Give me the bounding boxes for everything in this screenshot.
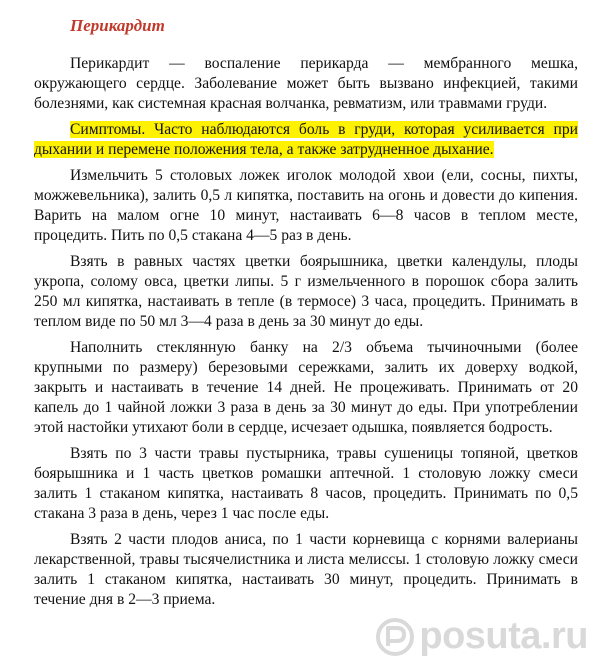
recipe-paragraph-5: Взять 2 части плодов аниса, по 1 части корневища с корнями валерианы лекарственной, травы тысячелистника и листа мелиссы. 1 столовую ложку смеси залить 1 стаканом кипятка, настаивать 30 минут, процедить. Принимать в течение дня в 2—3 приема.: [34, 531, 578, 608]
recipe-paragraph-2: Взять в равных частях цветки боярышника, цветки календулы, плоды укропа, солому овса, цветки липы. 5 г измельченного в порошок сбора залить 250 мл кипятка, настаивать в тепле (в термосе) 3 часа, процедить. Принимать в теплом виде по 50 мл 3—4 раза в день за 30 минут до еды.: [34, 253, 578, 330]
recipe-paragraph-1: Измельчить 5 столовых ложек иголок молодой хвои (ели, сосны, пихты, можжевельника), залить 0,5 л кипятка, поставить на огонь и довести до кипения. Варить на малом огне 10 минут, настаивать 6—8 часов в теплом месте, процедить. Пить по 0,5 стакана 4—5 раз в день.: [34, 167, 578, 244]
symptoms-highlight: Симптомы. Часто наблюдаются боль в груди, которая усиливается при дыхании и перемене положения тела, а также затрудненное дыхание.: [34, 121, 578, 158]
symptoms-paragraph: [34, 120, 578, 160]
recipe-paragraph-3: Наполнить стеклянную банку на 2/3 объема тычиночными (более крупными по размеру) березовыми сережками, залить их доверху водкой, закрыть и настаивать в течение 14 дней. Не процеживать. Принимать от 20 капель до 1 чайной ложки 3 раза в день за 30 минут до еды. При употреблении этой настойки утихают боли в сердце, исчезает одышка, появляется бодрость.: [34, 339, 578, 436]
recipe-paragraph-4: Взять по 3 части травы пустырника, травы сушеницы топяной, цветков боярышника и 1 часть цветков ромашки аптечной. 1 столовую ложку смеси залить 1 стаканом кипятка, настаивать 8 часов, процедить. Принимать по 0,5 стакана 3 раза в день, через 1 час после еды.: [34, 445, 578, 522]
intro-paragraph: Перикардит — воспаление перикарда — мембранного мешка, окружающего сердце. Заболевание может быть вызвано инфекцией, такими болезнями, как системная красная волчанка, ревматизм, или травмами груди.: [34, 55, 578, 112]
document-title: Перикардит: [70, 16, 165, 35]
watermark-text: posuta.ru: [419, 615, 588, 657]
